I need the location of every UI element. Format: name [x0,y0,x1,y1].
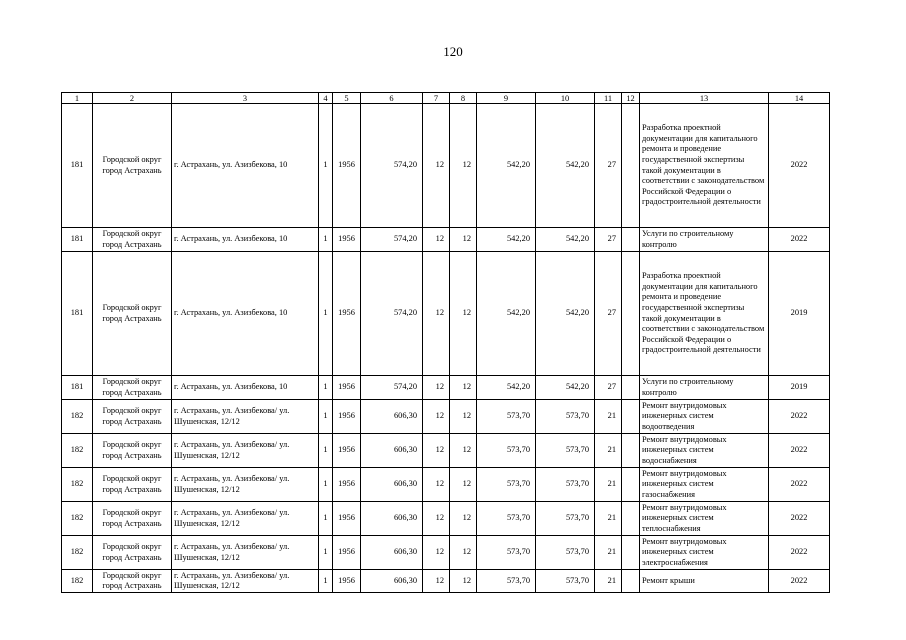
address: г. Астрахань, ул. Азизбекова/ ул. Шушенская, 12/12 [172,400,319,434]
header-cell: 1 [62,93,93,104]
repair-program-table [61,92,830,593]
work-type: Ремонт крыши [640,570,769,593]
total-area: 606,30 [361,468,423,502]
col-7: 12 [423,570,450,593]
col-12 [622,228,640,252]
row-number: 181 [62,252,93,376]
col-11: 21 [595,468,622,502]
area-9: 542,20 [477,104,536,228]
area-10: 542,20 [536,376,595,400]
year-built: 1956 [333,502,361,536]
table-row [62,228,830,252]
year-built: 1956 [333,434,361,468]
address: г. Астрахань, ул. Азизбекова/ ул. Шушенская, 12/12 [172,434,319,468]
area-9: 542,20 [477,376,536,400]
col-4: 1 [319,400,333,434]
col-11: 27 [595,104,622,228]
address: г. Астрахань, ул. Азизбекова/ ул. Шушенская, 12/12 [172,502,319,536]
municipality: Городской округ город Астрахань [93,376,172,400]
municipality: Городской округ город Астрахань [93,400,172,434]
year-built: 1956 [333,376,361,400]
row-number: 182 [62,570,93,593]
col-11: 27 [595,252,622,376]
area-10: 542,20 [536,104,595,228]
col-4: 1 [319,376,333,400]
row-number: 182 [62,468,93,502]
col-11: 21 [595,502,622,536]
table-row [62,434,830,468]
area-10: 573,70 [536,400,595,434]
col-12 [622,104,640,228]
col-12 [622,252,640,376]
col-7: 12 [423,502,450,536]
col-7: 12 [423,252,450,376]
col-7: 12 [423,400,450,434]
header-cell: 11 [595,93,622,104]
col-7: 12 [423,468,450,502]
col-12 [622,570,640,593]
col-11: 27 [595,228,622,252]
work-type: Разработка проектной документации для капитального ремонта и проведение государственной экспертизы такой документации в соответствии с законодательством Российской Федерации о градостроительной деятельности [640,104,769,228]
col-8: 12 [450,536,477,570]
work-type: Услуги по строительному контролю [640,228,769,252]
table-row [62,502,830,536]
area-9: 573,70 [477,536,536,570]
table-row [62,104,830,228]
row-number: 181 [62,104,93,228]
header-cell: 7 [423,93,450,104]
total-area: 574,20 [361,376,423,400]
header-cell: 4 [319,93,333,104]
work-type: Ремонт внутридомовых инженерных систем газоснабжения [640,468,769,502]
area-10: 542,20 [536,228,595,252]
col-11: 21 [595,400,622,434]
col-11: 21 [595,536,622,570]
header-cell: 9 [477,93,536,104]
col-4: 1 [319,228,333,252]
col-8: 12 [450,376,477,400]
year: 2019 [769,252,830,376]
total-area: 606,30 [361,536,423,570]
year-built: 1956 [333,468,361,502]
table-row [62,252,830,376]
total-area: 574,20 [361,104,423,228]
address: г. Астрахань, ул. Азизбекова/ ул. Шушенская, 12/12 [172,468,319,502]
header-cell: 6 [361,93,423,104]
col-4: 1 [319,104,333,228]
header-row [62,93,830,104]
municipality: Городской округ город Астрахань [93,502,172,536]
col-12 [622,434,640,468]
year: 2022 [769,570,830,593]
header-cell: 2 [93,93,172,104]
municipality: Городской округ город Астрахань [93,252,172,376]
total-area: 606,30 [361,434,423,468]
total-area: 574,20 [361,228,423,252]
work-type: Ремонт внутридомовых инженерных систем водоотведения [640,400,769,434]
year: 2022 [769,104,830,228]
municipality: Городской округ город Астрахань [93,104,172,228]
work-type: Услуги по строительному контролю [640,376,769,400]
area-10: 573,70 [536,536,595,570]
work-type: Ремонт внутридомовых инженерных систем водоснабжения [640,434,769,468]
year: 2022 [769,536,830,570]
header-cell: 3 [172,93,319,104]
col-7: 12 [423,536,450,570]
municipality: Городской округ город Астрахань [93,536,172,570]
col-7: 12 [423,228,450,252]
col-12 [622,468,640,502]
municipality: Городской округ город Астрахань [93,434,172,468]
year: 2022 [769,400,830,434]
year-built: 1956 [333,252,361,376]
header-cell: 13 [640,93,769,104]
area-10: 573,70 [536,434,595,468]
year: 2022 [769,228,830,252]
row-number: 182 [62,502,93,536]
col-4: 1 [319,252,333,376]
municipality: Городской округ город Астрахань [93,468,172,502]
work-type: Ремонт внутридомовых инженерных систем теплоснабжения [640,502,769,536]
year-built: 1956 [333,400,361,434]
page-number: 120 [443,44,463,59]
col-8: 12 [450,228,477,252]
col-11: 21 [595,570,622,593]
total-area: 606,30 [361,570,423,593]
header-cell: 12 [622,93,640,104]
table-row [62,570,830,593]
col-12 [622,536,640,570]
total-area: 606,30 [361,502,423,536]
area-9: 573,70 [477,400,536,434]
address: г. Астрахань, ул. Азизбекова, 10 [172,252,319,376]
col-12 [622,502,640,536]
row-number: 182 [62,400,93,434]
header-cell: 5 [333,93,361,104]
year: 2019 [769,376,830,400]
area-10: 573,70 [536,468,595,502]
area-10: 573,70 [536,502,595,536]
row-number: 181 [62,228,93,252]
area-9: 573,70 [477,468,536,502]
address: г. Астрахань, ул. Азизбекова, 10 [172,104,319,228]
col-11: 27 [595,376,622,400]
col-8: 12 [450,252,477,376]
year-built: 1956 [333,536,361,570]
year-built: 1956 [333,228,361,252]
address: г. Астрахань, ул. Азизбекова, 10 [172,376,319,400]
year: 2022 [769,502,830,536]
col-4: 1 [319,468,333,502]
address: г. Астрахань, ул. Азизбекова, 10 [172,228,319,252]
work-type: Ремонт внутридомовых инженерных систем электроснабжения [640,536,769,570]
area-9: 542,20 [477,228,536,252]
table-row [62,376,830,400]
col-4: 1 [319,570,333,593]
year-built: 1956 [333,570,361,593]
col-12 [622,400,640,434]
year: 2022 [769,468,830,502]
col-8: 12 [450,104,477,228]
row-number: 181 [62,376,93,400]
col-7: 12 [423,434,450,468]
col-8: 12 [450,434,477,468]
col-11: 21 [595,434,622,468]
year: 2022 [769,434,830,468]
table-row [62,400,830,434]
col-7: 12 [423,104,450,228]
col-8: 12 [450,400,477,434]
col-4: 1 [319,434,333,468]
header-cell: 8 [450,93,477,104]
table-row [62,468,830,502]
col-7: 12 [423,376,450,400]
area-9: 573,70 [477,502,536,536]
municipality: Городской округ город Астрахань [93,570,172,593]
col-8: 12 [450,502,477,536]
area-9: 573,70 [477,434,536,468]
col-4: 1 [319,536,333,570]
work-type: Разработка проектной документации для капитального ремонта и проведение государственной экспертизы такой документации в соответствии с законодательством Российской Федерации о градостроительной деятельности [640,252,769,376]
row-number: 182 [62,536,93,570]
col-12 [622,376,640,400]
municipality: Городской округ город Астрахань [93,228,172,252]
total-area: 606,30 [361,400,423,434]
area-9: 573,70 [477,570,536,593]
row-number: 182 [62,434,93,468]
col-8: 12 [450,570,477,593]
table-row [62,536,830,570]
header-cell: 10 [536,93,595,104]
col-8: 12 [450,468,477,502]
area-9: 542,20 [477,252,536,376]
address: г. Астрахань, ул. Азизбекова/ ул. Шушенская, 12/12 [172,570,319,593]
header-cell: 14 [769,93,830,104]
year-built: 1956 [333,104,361,228]
col-4: 1 [319,502,333,536]
area-10: 573,70 [536,570,595,593]
area-10: 542,20 [536,252,595,376]
total-area: 574,20 [361,252,423,376]
address: г. Астрахань, ул. Азизбекова/ ул. Шушенская, 12/12 [172,536,319,570]
